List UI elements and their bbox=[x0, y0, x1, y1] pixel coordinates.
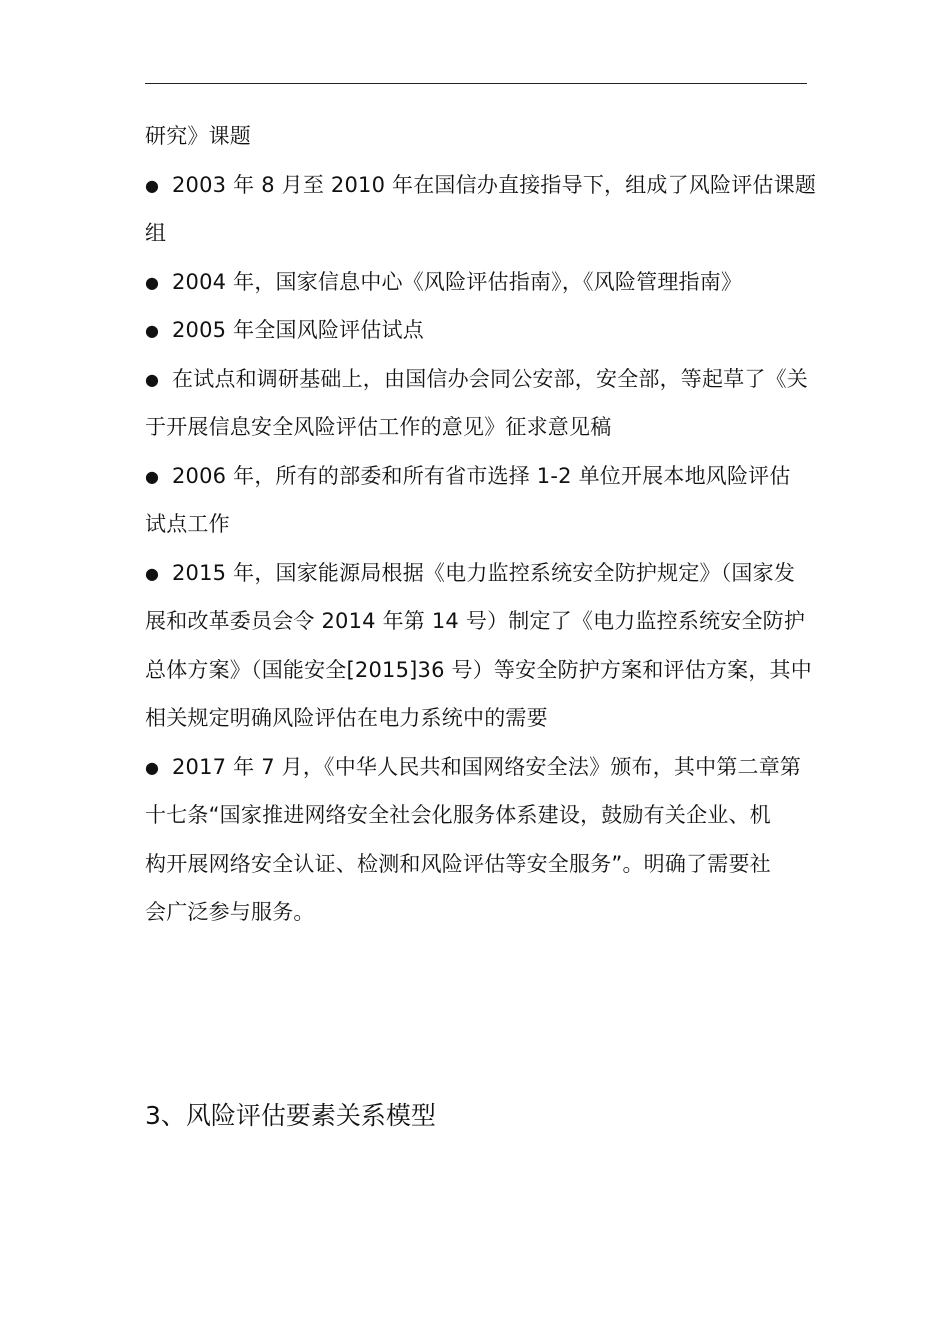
bullet-icon: ● bbox=[145, 757, 160, 777]
bullet-line: ● 在试点和调研基础上，由国信办会同公安部，安全部，等起草了《关 bbox=[145, 355, 807, 404]
bullet-line: ● 2017 年 7 月，《中华人民共和国网络安全法》颁布，其中第二章第 bbox=[145, 743, 807, 792]
bullet-line: ● 2003 年 8 月至 2010 年在国信办直接指导下，组成了风险评估课题 bbox=[145, 161, 807, 210]
text-line: 相关规定明确风险评估在电力系统中的需要 bbox=[145, 706, 548, 730]
text-line: 于开展信息安全风险评估工作的意见》征求意见稿 bbox=[145, 415, 612, 439]
bullet-icon: ● bbox=[145, 175, 160, 195]
text-line: 展和改革委员会令 2014 年第 14 号）制定了《电力监控系统安全防护 bbox=[145, 609, 806, 633]
text-line: 构开展网络安全认证、检测和风险评估等安全服务”。明确了需要社 bbox=[145, 851, 771, 876]
bullet-icon: ● bbox=[145, 272, 160, 292]
text-line: 组 bbox=[145, 221, 167, 245]
text-line: 总体方案》（国能安全[2015]36 号）等安全防护方案和评估方案，其中 bbox=[145, 657, 812, 682]
text-line: 十七条“国家推进网络安全社会化服务体系建设，鼓励有关企业、机 bbox=[145, 803, 771, 827]
bullet-line: ● 2005 年全国风险评估试点 bbox=[145, 306, 807, 355]
bullet-line: ● 2015 年，国家能源局根据《电力监控系统安全防护规定》（国家发 bbox=[145, 549, 807, 598]
bullet-icon: ● bbox=[145, 466, 160, 486]
header-rule bbox=[145, 83, 807, 84]
bullet-icon: ● bbox=[145, 321, 160, 340]
bullet-icon: ● bbox=[145, 563, 160, 583]
bullet-line: ● 2004 年，国家信息中心《风险评估指南》，《风险管理指南》 bbox=[145, 258, 807, 307]
text-line: 试点工作 bbox=[145, 512, 230, 536]
section-heading: 3、风险评估要素关系模型 bbox=[145, 1101, 436, 1130]
text-line: 研究》课题 bbox=[145, 124, 251, 148]
bullet-line: ● 2006 年，所有的部委和所有省市选择 1-2 单位开展本地风险评估 bbox=[145, 452, 807, 501]
body-text bbox=[145, 112, 817, 937]
bullet-icon: ● bbox=[145, 369, 160, 389]
text-line: 会广泛参与服务。 bbox=[145, 900, 315, 924]
